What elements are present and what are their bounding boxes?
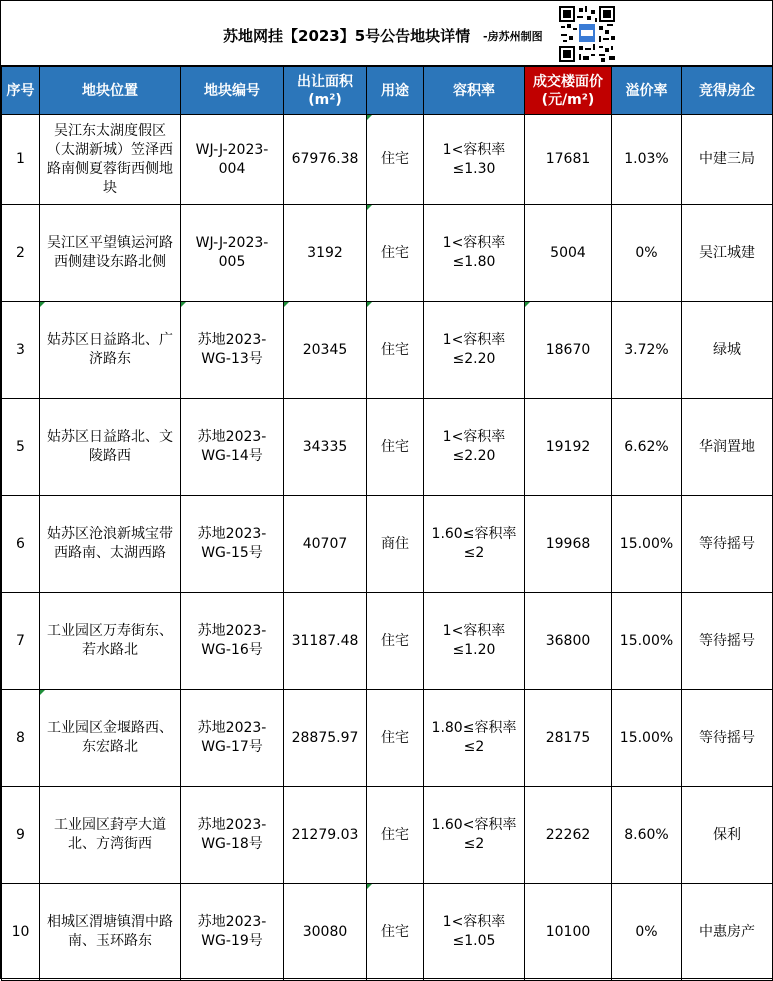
cell-area: 21279.03	[284, 787, 367, 884]
cell-price: 36800	[525, 593, 612, 690]
col-header-location: 地块位置	[40, 67, 181, 115]
cell-area: 40707	[284, 496, 367, 593]
col-header-area-line1: 出让面积	[297, 73, 353, 90]
cell-winner: 中惠房产	[682, 884, 773, 981]
col-header-no: 序号	[2, 67, 40, 115]
cell-price: 19192	[525, 399, 612, 496]
cell-use: 住宅	[367, 690, 424, 787]
cell-winner: 保利	[682, 787, 773, 884]
cell-winner: 吴江城建	[682, 205, 773, 302]
cell-winner: 华润置地	[682, 399, 773, 496]
cell-code: 苏地2023-WG-18号	[181, 787, 284, 884]
cell-winner: 等待摇号	[682, 593, 773, 690]
cell-no: 1	[2, 115, 40, 205]
cell-code: WJ-J-2023-005	[181, 205, 284, 302]
cell-code: 苏地2023-WG-16号	[181, 593, 284, 690]
cell-area: 3192	[284, 205, 367, 302]
cell-winner: 绿城	[682, 302, 773, 399]
cell-area: 67976.38	[284, 115, 367, 205]
cell-price: 5004	[525, 205, 612, 302]
cell-use: 住宅	[367, 302, 424, 399]
cell-far: 1.80≤容积率≤2	[424, 690, 525, 787]
cell-price: 22262	[525, 787, 612, 884]
cell-location: 工业园区葑亭大道北、方湾街西	[40, 787, 181, 884]
table-row	[2, 205, 773, 302]
page-subtitle: -房苏州制图	[483, 30, 543, 43]
cell-far: 1<容积率≤2.20	[424, 399, 525, 496]
cell-code: WJ-J-2023-004	[181, 115, 284, 205]
cell-far: 1.60<容积率≤2	[424, 787, 525, 884]
col-header-price-line1: 成交楼面价	[533, 73, 603, 90]
cell-price: 17681	[525, 115, 612, 205]
cell-no: 9	[2, 787, 40, 884]
table-row	[2, 884, 773, 981]
cell-premium: 1.03%	[612, 115, 682, 205]
cell-price: 19968	[525, 496, 612, 593]
table-row	[2, 399, 773, 496]
cell-code: 苏地2023-WG-14号	[181, 399, 284, 496]
cell-use: 住宅	[367, 787, 424, 884]
cell-premium: 15.00%	[612, 593, 682, 690]
cell-location: 工业园区金堰路西、东宏路北	[40, 690, 181, 787]
land-parcel-table	[1, 66, 773, 981]
cell-price: 10100	[525, 884, 612, 981]
cell-location: 工业园区万寿街东、若水路北	[40, 593, 181, 690]
table-row	[2, 302, 773, 399]
col-header-price	[525, 67, 612, 115]
cell-use: 住宅	[367, 399, 424, 496]
cell-use: 住宅	[367, 205, 424, 302]
table-row	[2, 593, 773, 690]
cell-no: 6	[2, 496, 40, 593]
cell-premium: 0%	[612, 884, 682, 981]
col-header-winner: 竞得房企	[682, 67, 773, 115]
table-row	[2, 690, 773, 787]
cell-area: 28875.97	[284, 690, 367, 787]
cell-premium: 8.60%	[612, 787, 682, 884]
cell-area: 31187.48	[284, 593, 367, 690]
title-bar	[1, 1, 772, 66]
table-row	[2, 115, 773, 205]
cell-far: 1<容积率≤2.20	[424, 302, 525, 399]
cell-area: 30080	[284, 884, 367, 981]
cell-far: 1<容积率≤1.80	[424, 205, 525, 302]
cell-code: 苏地2023-WG-13号	[181, 302, 284, 399]
col-header-price-line2: (元/m²)	[541, 91, 595, 108]
qr-code-icon	[559, 6, 615, 62]
cell-price: 28175	[525, 690, 612, 787]
cell-no: 5	[2, 399, 40, 496]
cell-use: 住宅	[367, 115, 424, 205]
cell-no: 2	[2, 205, 40, 302]
cell-no: 10	[2, 884, 40, 981]
cell-premium: 15.00%	[612, 496, 682, 593]
cell-use: 住宅	[367, 884, 424, 981]
table-row	[2, 496, 773, 593]
cell-premium: 0%	[612, 205, 682, 302]
cell-far: 1<容积率≤1.30	[424, 115, 525, 205]
page-title: 苏地网挂【2023】5号公告地块详情	[223, 27, 471, 45]
col-header-far: 容积率	[424, 67, 525, 115]
table-header-row	[2, 67, 773, 115]
col-header-area-line2: (m²)	[308, 91, 342, 108]
col-header-area	[284, 67, 367, 115]
cell-location: 姑苏区日益路北、广济路东	[40, 302, 181, 399]
cell-area: 34335	[284, 399, 367, 496]
cell-location: 姑苏区沧浪新城宝带西路南、太湖西路	[40, 496, 181, 593]
cell-location: 姑苏区日益路北、文陵路西	[40, 399, 181, 496]
col-header-use: 用途	[367, 67, 424, 115]
cell-winner: 等待摇号	[682, 496, 773, 593]
cell-far: 1.60≤容积率≤2	[424, 496, 525, 593]
col-header-code: 地块编号	[181, 67, 284, 115]
cell-premium: 15.00%	[612, 690, 682, 787]
cell-no: 8	[2, 690, 40, 787]
cell-winner: 等待摇号	[682, 690, 773, 787]
cell-use: 商住	[367, 496, 424, 593]
cell-premium: 6.62%	[612, 399, 682, 496]
cell-area: 20345	[284, 302, 367, 399]
table-row	[2, 787, 773, 884]
cell-far: 1<容积率≤1.20	[424, 593, 525, 690]
cell-no: 7	[2, 593, 40, 690]
cell-price: 18670	[525, 302, 612, 399]
cell-code: 苏地2023-WG-15号	[181, 496, 284, 593]
cell-no: 3	[2, 302, 40, 399]
cell-use: 住宅	[367, 593, 424, 690]
col-header-premium: 溢价率	[612, 67, 682, 115]
cell-code: 苏地2023-WG-17号	[181, 690, 284, 787]
cell-code: 苏地2023-WG-19号	[181, 884, 284, 981]
cell-location: 吴江区平望镇运河路西侧建设东路北侧	[40, 205, 181, 302]
cell-location: 吴江东太湖度假区（太湖新城）笠泽西路南侧夏蓉街西侧地块	[40, 115, 181, 205]
cell-winner: 中建三局	[682, 115, 773, 205]
cell-premium: 3.72%	[612, 302, 682, 399]
cell-far: 1<容积率≤1.05	[424, 884, 525, 981]
cell-location: 相城区渭塘镇渭中路南、玉环路东	[40, 884, 181, 981]
